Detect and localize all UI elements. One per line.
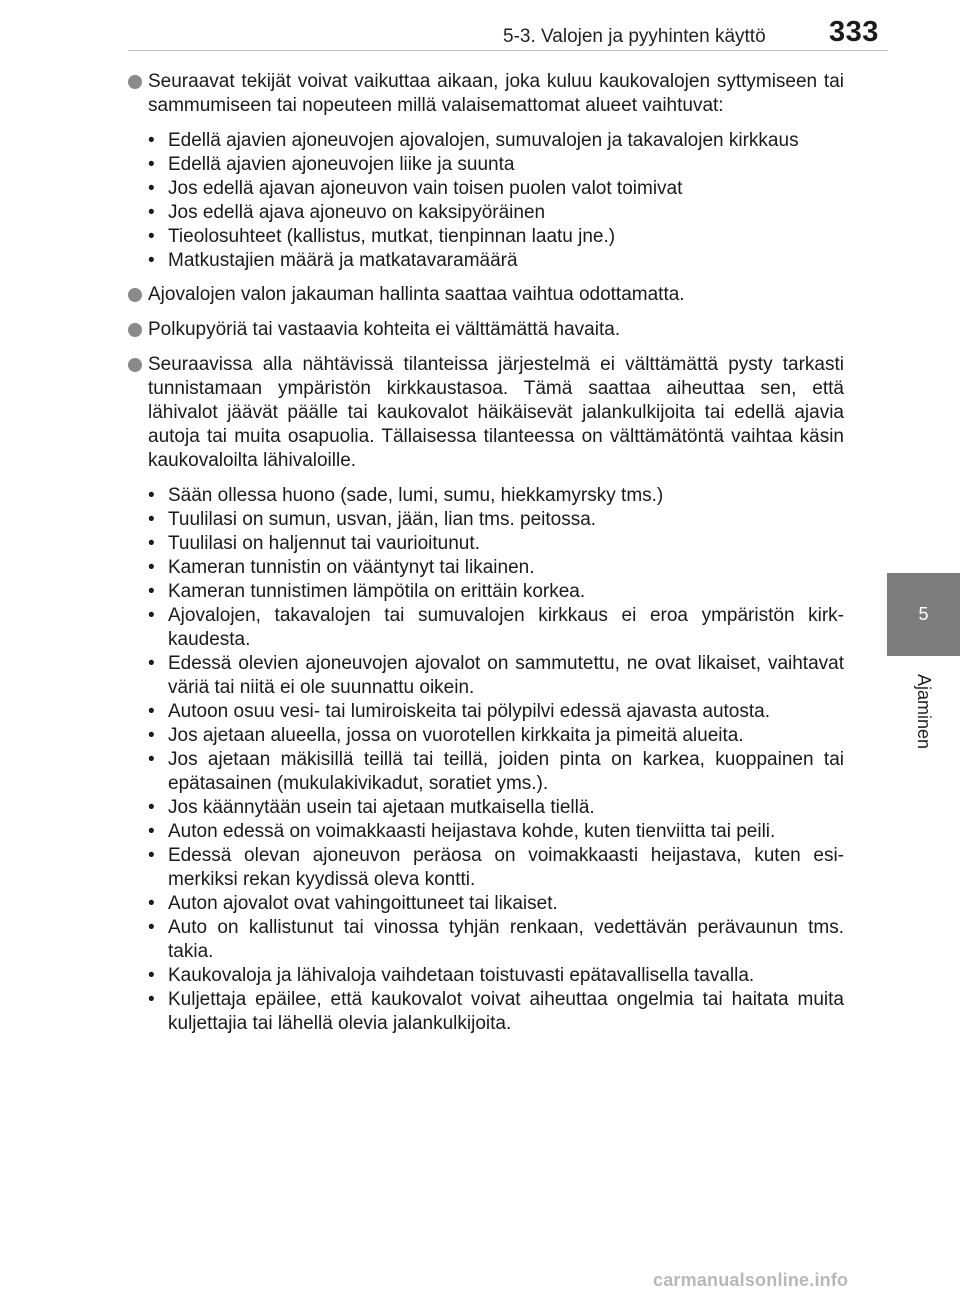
list-item: • Jos ajetaan mäkisillä teillä tai teillä, joiden pinta on karkea, kuoppainen tai epätasainen (mukulakivikadut, soratiet yms.). (148, 748, 844, 796)
list-item: • Autoon osuu vesi- tai lumiroiskeita tai pölypilvi edessä ajavasta autosta. (148, 700, 844, 724)
list-item: • Kaukovaloja ja lähivaloja vaihdetaan toistuvasti epätavallisella tavalla. (148, 964, 844, 988)
list-item: • Kameran tunnistimen lämpötila on erittäin korkea. (148, 580, 844, 604)
list-item: • Jos edellä ajava ajoneuvo on kaksipyöräinen (148, 201, 844, 225)
bullet-dot-icon (128, 75, 142, 89)
page-content (128, 70, 844, 1046)
list-item: • Matkustajien määrä ja matkatavaramäärä (148, 249, 844, 273)
bullet-text: Polkupyöriä tai vastaavia kohteita ei välttämättä havaita. (148, 319, 621, 340)
list-item: • Jos ajetaan alueella, jossa on vuorotellen kirkkaita ja pimeitä alueita. (148, 724, 844, 748)
list-item: • Auton ajovalot ovat vahingoittuneet tai likaiset. (148, 892, 844, 916)
bullet-text: Seuraavissa alla nähtävissä tilanteissa järjestelmä ei välttämättä pysty tarkasti tunnistamaan ympäristön kirkkaustasoa. Tämä saattaa aiheuttaa sen, että lähivalot jäävät päälle tai kaukovalot häikäisevät jalankulkijoita tai edellä ajavia autoja tai muita osapuolia. Tällaisessa tilanteessa on välttämätöntä vaihtaa käsin kaukovaloilta lähivaloille. (148, 354, 844, 471)
bullet-paragraph (128, 283, 844, 307)
list-item: • Tieolosuhteet (kallistus, mutkat, tienpinnan laatu jne.) (148, 225, 844, 249)
list-item: • Sään ollessa huono (sade, lumi, sumu, hiekkamyrsky tms.) (148, 484, 844, 508)
bullet-text: Ajovalojen valon jakauman hallinta saattaa vaihtua odottamatta. (148, 284, 685, 305)
chapter-tab[interactable] (887, 573, 960, 656)
chapter-label (887, 656, 960, 766)
list-item: • Edellä ajavien ajoneuvojen ajovalojen, sumuvalojen ja takavalojen kirkkaus (148, 129, 844, 153)
list-item: • Edessä olevien ajoneuvojen ajovalot on sammutettu, ne ovat likaiset, vaihtavat väriä tai niitä ei ole suunnattu oikein. (148, 652, 844, 700)
list-item: • Jos edellä ajavan ajoneuvon vain toisen puolen valot toimivat (148, 177, 844, 201)
list-item: • Jos käännytään usein tai ajetaan mutkaisella tiellä. (148, 796, 844, 820)
list-item: • Kameran tunnistin on vääntynyt tai likainen. (148, 556, 844, 580)
watermark: carmanualsonline.info (653, 1270, 849, 1290)
list-item: • Auto on kallistunut tai vinossa tyhjän renkaan, vedettävän perävaunun tms. takia. (148, 916, 844, 964)
sub-list (128, 484, 844, 1036)
list-item: • Edellä ajavien ajoneuvojen liike ja suunta (148, 153, 844, 177)
sub-list (128, 129, 844, 273)
bullet-paragraph (128, 353, 844, 473)
list-item: • Tuulilasi on sumun, usvan, jään, lian tms. peitossa. (148, 508, 844, 532)
list-item: • Edessä olevan ajoneuvon peräosa on voimakkaasti heijastava, kuten esimerkiksi rekan kyydissä oleva kontti. (148, 844, 844, 892)
bullet-paragraph (128, 318, 844, 342)
bullet-paragraph (128, 70, 844, 118)
list-item: • Auton edessä on voimakkaasti heijastava kohde, kuten tienviitta tai peili. (148, 820, 844, 844)
bullet-dot-icon (128, 323, 142, 337)
chapter-label-text: Ajaminen (914, 673, 935, 749)
bullet-text: Seuraavat tekijät voivat vaikuttaa aikaan, joka kuluu kaukovalojen syttymiseen tai sammumiseen tai nopeuteen millä valaisemattomat alueet vaihtuvat: (148, 71, 844, 116)
bullet-dot-icon (128, 288, 142, 302)
list-item: • Ajovalojen, takavalojen tai sumuvalojen kirkkaus ei eroa ympäristön kirkkaudesta. (148, 604, 844, 652)
list-item: • Tuulilasi on haljennut tai vaurioitunut. (148, 532, 844, 556)
bullet-dot-icon (128, 358, 142, 372)
section-title: 5-3. Valojen ja pyyhinten käyttö (503, 26, 766, 47)
page-number: 333 (829, 16, 879, 48)
list-item: • Kuljettaja epäilee, että kaukovalot voivat aiheuttaa ongelmia tai haitata muita kuljettajia tai lähellä olevia jalankulkijoita. (148, 988, 844, 1036)
chapter-number: 5 (918, 604, 929, 624)
